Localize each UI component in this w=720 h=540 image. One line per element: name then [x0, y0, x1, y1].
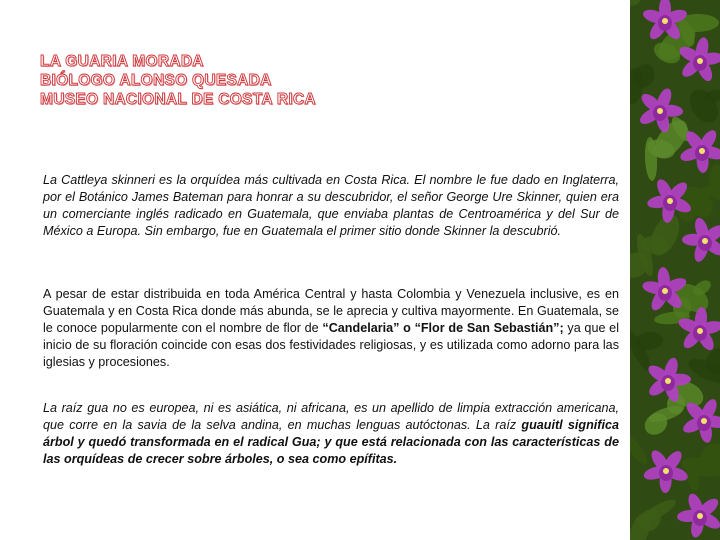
paragraph-2-text-b: ya que el inicio de su floración coincide con esas dos festividades religiosas, y es utilizada como adorno para las iglesias y procesiones.: [43, 321, 619, 369]
paragraph-3-bold: guauitl significa árbol y quedó transformada en el radical Gua; y que está relacionada con las características de las orquídeas de crecer sobre árboles, o sea como epífitas.: [43, 418, 619, 466]
title-block: [40, 52, 600, 109]
paragraph-2-bold: “Candelaria” o “Flor de San Sebastián”;: [322, 321, 564, 335]
title-line-1: LA GUARIA MORADA: [40, 53, 204, 70]
orchid-flower: [677, 491, 720, 538]
paragraph-cattleya-history: [43, 172, 619, 240]
title-line-2: BIÓLOGO ALONSO QUESADA: [40, 72, 272, 89]
paragraph-etymology: [43, 400, 619, 468]
paragraph-1-text: La Cattleya skinneri es la orquídea más cultivada en Costa Rica. El nombre le fue dado en Inglaterra, por el Botánico James Bateman para honrar a su descubridor, el señor George Ure Skinner, quien era un comerciante inglés radicado en Guatemala, que enviaba plantas de Centroamérica y del Sur de México a Europa. Sin embargo, fue en Guatemala el primer sitio donde Skinner la descubrió.: [43, 173, 619, 238]
title-line-3: MUSEO NACIONAL DE COSTA RICA: [40, 91, 316, 108]
paragraph-3-text-a: La raíz gua no es europea, ni es asiática, ni africana, es un apellido de limpia extracción americana, que corre en la savia de la selva andina, en muchas lenguas autóctonas. La raíz: [43, 401, 619, 432]
orchid-flowers-illustration: [630, 0, 720, 540]
paragraph-distribution: [43, 286, 619, 371]
orchid-image-strip: [630, 0, 720, 540]
orchid-flower: [642, 448, 689, 494]
paragraph-2-text-a: A pesar de estar distribuida en toda América Central y hasta Colombia y Venezuela inclusive, es en Guatemala y en Costa Rica donde más abunda, se le aprecia y cultiva mayormente. En Guatemala, se le conoce popularmente con el nombre de flor de: [43, 287, 619, 335]
orchid-flower: [682, 216, 720, 263]
